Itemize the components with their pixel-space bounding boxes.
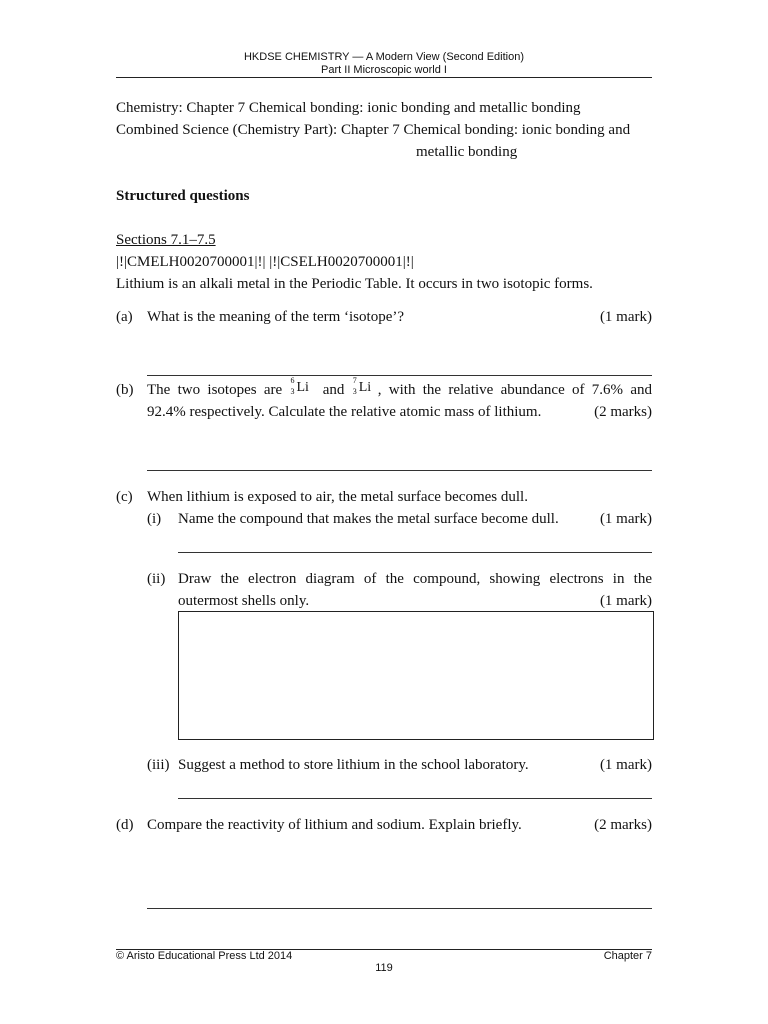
answer-line-c-iii[interactable] <box>178 798 652 799</box>
footer-chapter: Chapter 7 <box>603 950 652 962</box>
header-rule <box>116 77 652 78</box>
question-c-iii-label: (iii) <box>147 757 170 773</box>
combined-science-chapter-title-cont: metallic bonding <box>416 144 518 160</box>
question-d-text: Compare the reactivity of lithium and sodium. Explain briefly. <box>147 817 522 833</box>
section-heading: Structured questions <box>116 188 250 204</box>
question-d-label: (d) <box>116 817 134 833</box>
chemistry-chapter-title: Chemistry: Chapter 7 Chemical bonding: ionic bonding and metallic bonding <box>116 100 581 116</box>
page-number: 119 <box>375 962 393 974</box>
question-b-text-pre: The two isotopes are <box>147 382 283 398</box>
question-a-label: (a) <box>116 309 133 325</box>
isotope-li6-number: 3 <box>290 387 295 396</box>
question-a-text: What is the meaning of the term ‘isotope’? <box>147 309 404 325</box>
question-b-text-post: , with the relative abundance of 7.6% and <box>377 382 653 398</box>
question-c-ii-line2: outermost shells only. <box>178 593 310 609</box>
running-header-title: HKDSE CHEMISTRY — A Modern View (Second Edition) <box>243 51 524 63</box>
sections-label-text: Sections 7.1–7.5 <box>116 232 216 248</box>
question-b-line2: 92.4% respectively. Calculate the relative atomic mass of lithium. <box>147 404 542 420</box>
question-b-label: (b) <box>116 382 134 398</box>
question-d-marks: (2 marks) <box>594 817 652 833</box>
question-c-iii-marks: (1 mark) <box>599 757 652 773</box>
running-header-part: Part II Microscopic world I <box>321 64 447 76</box>
isotope-li7-number: 3 <box>352 387 357 396</box>
combined-science-chapter-title: Combined Science (Chemistry Part): Chapter 7 Chemical bonding: ionic bonding and <box>116 122 631 138</box>
question-c-label: (c) <box>116 489 133 505</box>
question-b-marks: (2 marks) <box>594 404 652 420</box>
question-a-marks: (1 mark) <box>599 309 652 325</box>
question-b-text-and: and <box>322 382 345 398</box>
question-intro: Lithium is an alkali metal in the Periodic Table. It occurs in two isotopic forms. <box>116 276 593 292</box>
question-c-text: When lithium is exposed to air, the metal surface becomes dull. <box>147 489 528 505</box>
isotope-li6 <box>289 376 315 397</box>
isotope-li7-mass: 7 <box>352 376 357 385</box>
question-c-ii-label: (ii) <box>147 571 166 587</box>
question-c-i-text: Name the compound that makes the metal surface become dull. <box>178 511 559 527</box>
question-c-iii-text: Suggest a method to store lithium in the school laboratory. <box>178 757 529 773</box>
electron-diagram-answer-box[interactable] <box>178 611 654 740</box>
isotope-li6-mass: 6 <box>290 376 295 385</box>
answer-line-a[interactable] <box>147 375 652 376</box>
question-c-ii-line1: Draw the electron diagram of the compound, showing electrons in the <box>178 571 652 587</box>
answer-line-d[interactable] <box>147 908 652 909</box>
answer-line-b[interactable] <box>147 470 652 471</box>
question-c-i-label: (i) <box>147 511 162 527</box>
sections-label <box>116 229 216 251</box>
isotope-li7 <box>352 376 378 397</box>
question-b-line1 <box>147 376 653 401</box>
isotope-li7-symbol: Li <box>358 380 372 395</box>
isotope-li6-symbol: Li <box>296 380 309 395</box>
footer-copyright: © Aristo Educational Press Ltd 2014 <box>116 950 293 962</box>
answer-line-c-i[interactable] <box>178 552 652 553</box>
question-c-ii-marks: (1 mark) <box>599 593 652 609</box>
question-codes: |!|CMELH0020700001|!| |!|CSELH0020700001|!| <box>116 254 414 270</box>
question-c-i-marks: (1 mark) <box>599 511 652 527</box>
